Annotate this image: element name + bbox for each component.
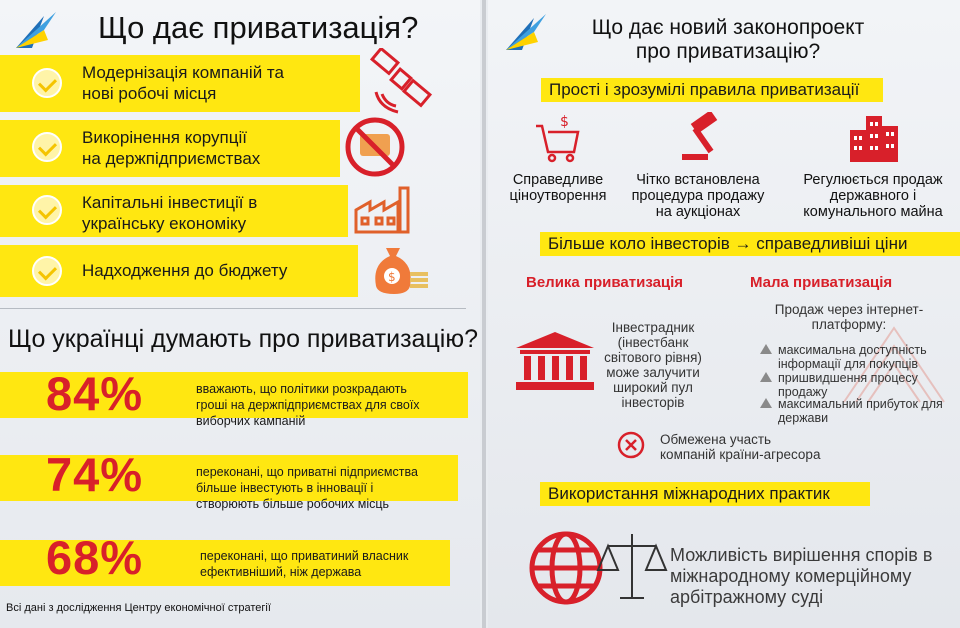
benefit-text: Модернізація компаній та нові робочі місця: [82, 63, 284, 103]
no-bribe-icon: [340, 114, 410, 180]
money-bag-icon: [372, 238, 432, 298]
page-title: Що дає приватизація?: [98, 10, 419, 45]
bullet-triangle: [760, 398, 772, 408]
bullet-triangle: [760, 372, 772, 382]
restriction-text: Обмежена участь компаній країни-агресора: [660, 432, 821, 462]
arbitration-text: Можливість вирішення спорів в міжнародному комерційному арбітражному суді: [670, 545, 933, 607]
small-privatization-heading: Мала приватизація: [750, 274, 893, 291]
rule-caption: Регулюється продаж державного і комунального майна: [803, 172, 943, 220]
buildings-icon: [846, 112, 900, 162]
section-divider: [0, 308, 466, 309]
survey-title: Що українці думають про приватизацію?: [8, 325, 478, 353]
rule-caption: Чітко встановлена процедура продажу на аукціонах: [631, 172, 765, 220]
bank-icon: [514, 330, 596, 392]
logo-icon: [14, 10, 58, 50]
big-privatization-text: Інвестрадник (інвестбанк світового рівня) може залучити широкий пул інвесторів: [604, 320, 702, 410]
source-note: Всі дані з дослідження Центру економічної стратегії: [6, 602, 271, 614]
small-privatization-intro: Продаж через інтернет- платформу:: [774, 302, 924, 332]
svg-text:$: $: [560, 114, 569, 130]
check-icon: [32, 195, 62, 225]
stat-text: переконані, що приватні підприємства більше інвестують в інновації і створюють більше робочих місць: [196, 465, 418, 511]
check-icon: [32, 132, 62, 162]
logo-icon: [504, 12, 548, 52]
intl-heading: Використання міжнародних практик: [540, 482, 870, 506]
panel-divider: [482, 0, 486, 628]
factory-icon: [352, 184, 422, 236]
bullet-triangle: [760, 344, 772, 354]
benefit-text: Надходження до бюджету: [82, 261, 288, 280]
cross-circle-icon: [616, 430, 646, 460]
satellite-icon: [368, 48, 438, 114]
stat-text: переконані, що приватиний власник ефективніший, ніж держава: [200, 549, 409, 579]
stat-value: 68%: [46, 531, 144, 584]
gavel-icon: [678, 112, 730, 162]
rule-caption: Справедливе ціноутворення: [509, 172, 607, 204]
rules-heading: Прості і зрозумілі правила приватизації: [541, 78, 883, 102]
check-icon: [32, 68, 62, 98]
small-point: максимальна доступність інформації для покупців: [778, 343, 927, 371]
check-icon: [32, 256, 62, 286]
stat-text: вважають, що політики розкрадають гроші на держпідприємствах для своїх виборчих кампаній: [196, 382, 420, 428]
page-title: Що дає новий законопроект про приватизацію?: [591, 16, 865, 63]
benefit-text: Капітальні інвестиції в українську економіку: [82, 193, 258, 233]
investors-heading: Більше коло інвесторів → справедливіші ціни: [540, 232, 960, 256]
right-panel: [488, 0, 960, 628]
benefit-text: Викорінення корупції на держпідприємствах: [82, 128, 261, 168]
small-point: максимальний прибуток для держави: [778, 397, 943, 425]
small-point: пришвидшення процесу продажу: [778, 371, 918, 399]
globe-scales-icon: [528, 526, 670, 610]
cart-icon: [534, 112, 582, 164]
svg-text:$: $: [388, 270, 396, 284]
stat-value: 74%: [46, 448, 144, 501]
big-privatization-heading: Велика приватизація: [526, 274, 684, 291]
stat-value: 84%: [46, 367, 144, 420]
